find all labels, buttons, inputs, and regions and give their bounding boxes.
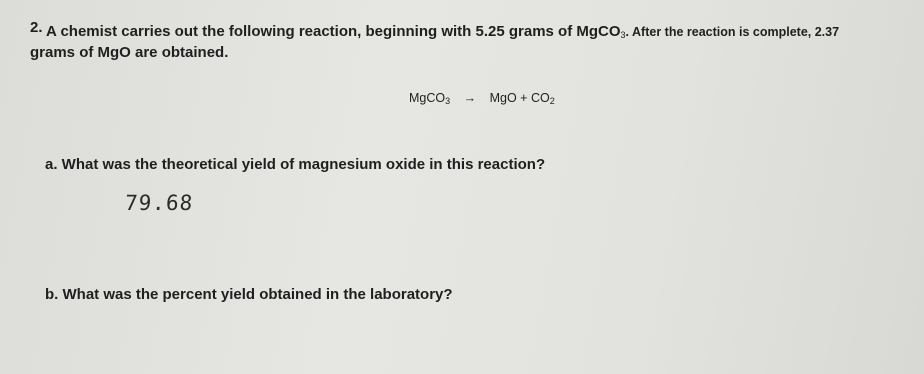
intro-subscript: 3	[620, 30, 626, 40]
question-part-a: a. What was the theoretical yield of magnesium oxide in this reaction?	[45, 156, 546, 173]
reaction-arrow-icon: →	[463, 91, 477, 105]
equation-reactant-subscript: 3	[445, 96, 451, 106]
question-part-b: b. What was the percent yield obtained in the laboratory?	[45, 286, 453, 303]
equation-product-subscript: 2	[549, 96, 555, 106]
problem-intro-line2: grams of MgO are obtained.	[30, 44, 229, 61]
question-number: 2.	[30, 19, 43, 36]
chemical-equation	[409, 91, 555, 106]
equation-products: MgO + CO	[489, 91, 550, 105]
intro-text-part1: A chemist carries out the following reaction, beginning with 5.25 grams of MgCO	[46, 23, 621, 40]
handwritten-answer-a: 79.68	[124, 191, 195, 215]
equation-reactant: MgCO	[409, 91, 446, 105]
problem-intro-line1	[46, 23, 839, 40]
intro-text-part2: . After the reaction is complete, 2.37	[625, 25, 840, 39]
